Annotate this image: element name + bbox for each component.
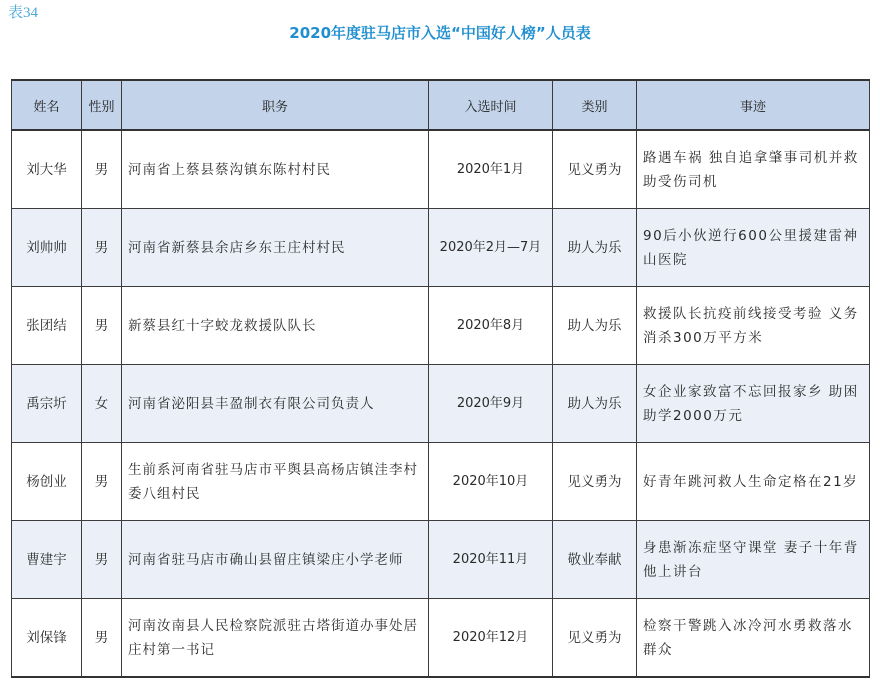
cell-deeds: 90后小伙逆行600公里援建雷神山医院: [637, 209, 870, 287]
cell-date: 2020年8月: [429, 287, 553, 365]
table-row: [12, 365, 870, 443]
cell-date: 2020年1月: [429, 130, 553, 209]
table-number-label: 表34: [8, 5, 39, 21]
cell-category: 助人为乐: [553, 365, 637, 443]
cell-name: 刘保锋: [12, 599, 82, 678]
cell-gender: 男: [82, 443, 122, 521]
cell-name: 禹宗圻: [12, 365, 82, 443]
cell-name: 刘帅帅: [12, 209, 82, 287]
honorees-table: [11, 79, 870, 678]
cell-deeds: 身患渐冻症坚守课堂 妻子十年背他上讲台: [637, 521, 870, 599]
cell-name: 曹建宇: [12, 521, 82, 599]
cell-deeds: 女企业家致富不忘回报家乡 助困助学2000万元: [637, 365, 870, 443]
cell-gender: 男: [82, 130, 122, 209]
header-name: 姓名: [12, 80, 82, 130]
cell-name: 杨创业: [12, 443, 82, 521]
cell-deeds: 好青年跳河救人生命定格在21岁: [637, 443, 870, 521]
cell-name: 张团结: [12, 287, 82, 365]
table-row: [12, 287, 870, 365]
header-date: 入选时间: [429, 80, 553, 130]
cell-position: 新蔡县红十字蛟龙救援队队长: [122, 287, 429, 365]
cell-gender: 男: [82, 521, 122, 599]
cell-category: 见义勇为: [553, 443, 637, 521]
cell-category: 助人为乐: [553, 209, 637, 287]
table-row: [12, 130, 870, 209]
header-gender: 性别: [82, 80, 122, 130]
cell-deeds: 路遇车祸 独自追拿肇事司机并救助受伤司机: [637, 130, 870, 209]
cell-date: 2020年2月—7月: [429, 209, 553, 287]
cell-position: 河南省上蔡县蔡沟镇东陈村村民: [122, 130, 429, 209]
header-category: 类别: [553, 80, 637, 130]
cell-position: 河南省新蔡县余店乡东王庄村村民: [122, 209, 429, 287]
cell-deeds: 检察干警跳入冰冷河水勇救落水群众: [637, 599, 870, 678]
cell-category: 见义勇为: [553, 130, 637, 209]
cell-gender: 男: [82, 287, 122, 365]
header-deeds: 事迹: [637, 80, 870, 130]
cell-category: 助人为乐: [553, 287, 637, 365]
cell-name: 刘大华: [12, 130, 82, 209]
cell-gender: 男: [82, 209, 122, 287]
cell-category: 敬业奉献: [553, 521, 637, 599]
table-row: [12, 209, 870, 287]
cell-category: 见义勇为: [553, 599, 637, 678]
cell-date: 2020年9月: [429, 365, 553, 443]
cell-position: 生前系河南省驻马店市平舆县高杨店镇洼李村委八组村民: [122, 443, 429, 521]
table-row: [12, 443, 870, 521]
cell-date: 2020年12月: [429, 599, 553, 678]
cell-date: 2020年11月: [429, 521, 553, 599]
cell-date: 2020年10月: [429, 443, 553, 521]
cell-position: 河南汝南县人民检察院派驻古塔街道办事处居庄村第一书记: [122, 599, 429, 678]
cell-gender: 男: [82, 599, 122, 678]
table-header-row: [12, 80, 870, 130]
header-position: 职务: [122, 80, 429, 130]
cell-deeds: 救援队长抗疫前线接受考验 义务消杀300万平方米: [637, 287, 870, 365]
table-row: [12, 599, 870, 678]
cell-gender: 女: [82, 365, 122, 443]
table-title: 2020年度驻马店市入选“中国好人榜”人员表: [289, 24, 591, 42]
cell-position: 河南省泌阳县丰盈制衣有限公司负责人: [122, 365, 429, 443]
cell-position: 河南省驻马店市确山县留庄镇梁庄小学老师: [122, 521, 429, 599]
table-row: [12, 521, 870, 599]
